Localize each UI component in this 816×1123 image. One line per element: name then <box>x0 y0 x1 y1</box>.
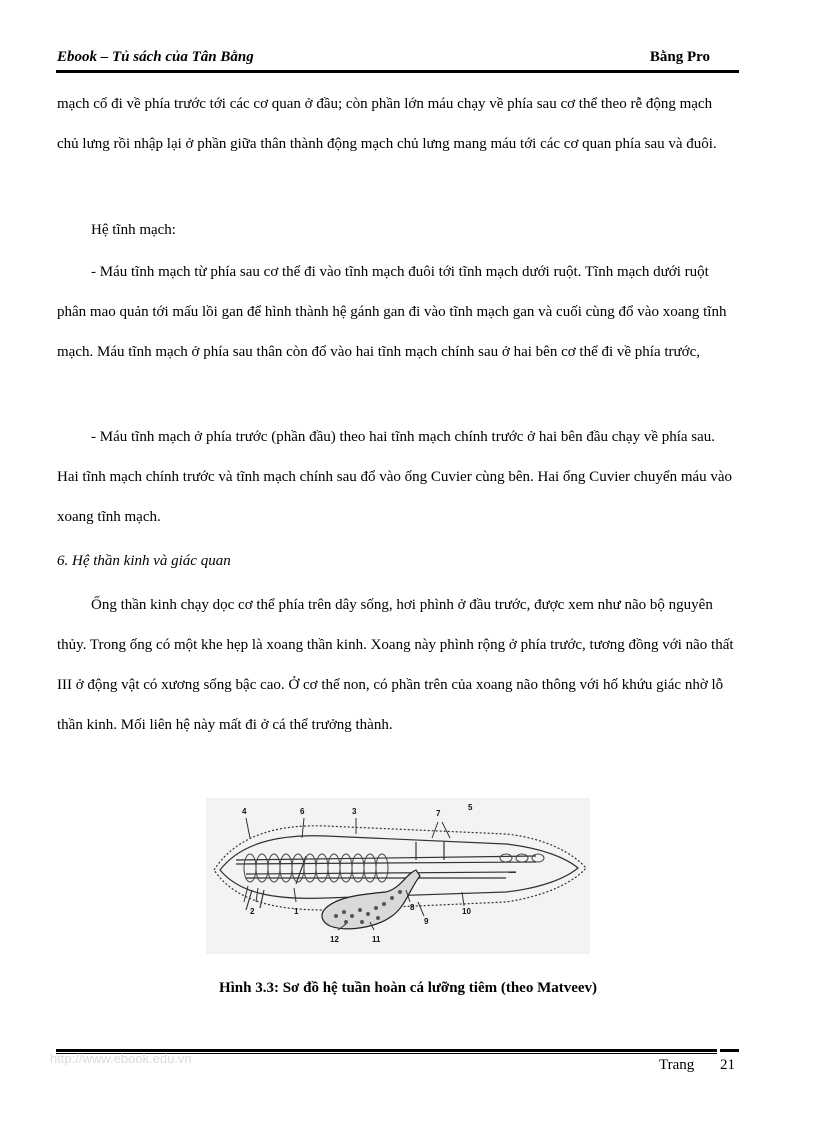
diagram-label-10: 10 <box>462 907 471 916</box>
paragraph-nervous-system: Ống thần kinh chạy dọc cơ thể phía trên dây sống, hơi phình ở đầu trước, được xem như não bộ nguyên thủy. Trong ống có một khe hẹp là xoang thần kinh. Xoang này phình rộng ở phía trước, tương đồng với não thất III ở động vật có xương sống bậc cao. Ở cơ thể non, có phần trên của xoang não thông với hố khứu giác nhờ lỗ thần kinh. Mối liên hệ này mất đi ở cá thể trưởng thành. <box>57 597 734 733</box>
diagram-label-11: 11 <box>372 935 381 944</box>
diagram-label-4: 4 <box>242 807 247 816</box>
lancelet-circulation-diagram <box>206 798 590 954</box>
diagram-label-12: 12 <box>330 935 339 944</box>
paragraph-venous-anterior: - Máu tĩnh mạch ở phía trước (phần đầu) theo hai tĩnh mạch chính trước ở hai bên đầu chạy về phía sau. Hai tĩnh mạch chính trước và tĩnh mạch chính sau đổ vào ống Cuvier cùng bên. Hai ống Cuvier chuyển máu vào xoang tĩnh mạch. <box>57 429 733 525</box>
header-author: Bằng Pro <box>649 49 710 65</box>
diagram-label-6: 6 <box>300 807 305 816</box>
diagram-label-3: 3 <box>352 807 357 816</box>
paragraph-venous-heading: Hệ tĩnh mạch: <box>91 222 176 238</box>
diagram-label-9: 9 <box>424 917 429 926</box>
figure-circulatory-diagram <box>206 798 590 954</box>
footer-page-label: Trang <box>659 1057 695 1073</box>
header-title: Ebook – Tủ sách của Tân Bằng <box>57 49 254 65</box>
diagram-label-2: 2 <box>250 907 255 916</box>
footer-page-number: 21 <box>720 1057 735 1073</box>
figure-caption: Hình 3.3: Sơ đồ hệ tuần hoàn cá lưỡng tiêm (theo Matveev) <box>218 980 598 996</box>
diagram-label-8: 8 <box>410 903 415 912</box>
paragraph-venous-posterior: - Máu tĩnh mạch từ phía sau cơ thể đi vào tĩnh mạch đuôi tới tĩnh mạch dưới ruột. Tĩnh mạch dưới ruột phân mao quản tới mấu lồi gan để hình thành hệ gánh gan đi vào tĩnh mạch gan và cuối cùng đổ vào xoang tĩnh mạch. Máu tĩnh mạch ở phía sau thân còn đổ vào hai tĩnh mạch chính sau ở hai bên cơ thể đi về phía trước, <box>57 264 727 360</box>
header-divider <box>56 70 739 73</box>
section-heading-nervous-system: 6. Hệ thần kinh và giác quan <box>57 553 231 569</box>
diagram-label-7: 7 <box>436 809 441 818</box>
footer-divider-end <box>720 1049 739 1052</box>
footer-watermark-url: http://www.ebook.edu.vn <box>50 1051 192 1066</box>
diagram-label-5: 5 <box>468 803 473 812</box>
paragraph-arterial-continued: mạch cổ đi về phía trước tới các cơ quan ở đầu; còn phần lớn máu chạy về phía sau cơ thể theo rễ động mạch chủ lưng rồi nhập lại ở phần giữa thân thành động mạch chủ lưng mang máu tới các cơ quan phía sau và đuôi. <box>57 96 717 152</box>
diagram-label-1: 1 <box>294 907 299 916</box>
